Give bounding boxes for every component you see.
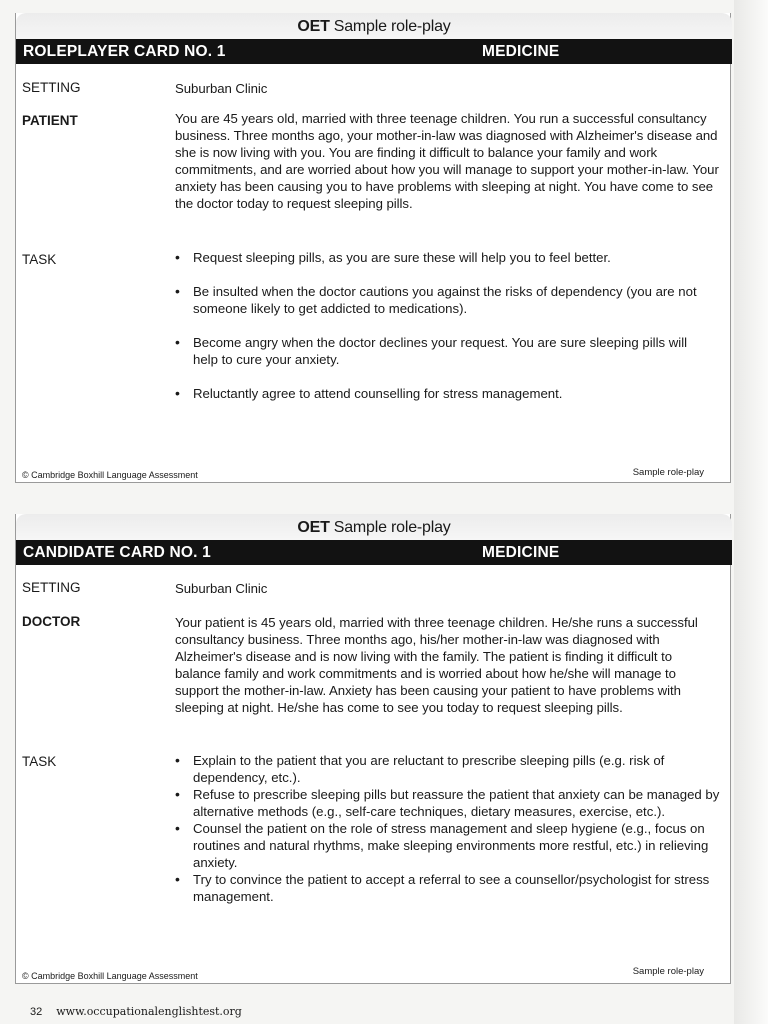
page-footer <box>30 1005 242 1018</box>
task-label: TASK <box>22 252 57 267</box>
page-number: 32 <box>30 1006 43 1018</box>
task-item: • Reluctantly agree to attend counselling for stress management. <box>175 385 710 402</box>
task-item: • Explain to the patient that you are reluctant to prescribe sleeping pills (e.g. risk of dependency, etc.). <box>175 752 720 786</box>
page-edge <box>734 0 768 1024</box>
card-subject: MEDICINE <box>482 43 560 60</box>
setting-label: SETTING <box>22 580 81 595</box>
card-footer-label: Sample role-play <box>632 966 704 977</box>
card-tab-heading <box>16 13 732 39</box>
card-title: CANDIDATE CARD NO. 1 <box>23 544 211 561</box>
copyright-text: © Cambridge Boxhill Language Assessment <box>22 470 198 480</box>
copyright-text: © Cambridge Boxhill Language Assessment <box>22 971 198 981</box>
roleplayer-card <box>15 13 731 483</box>
card-title-bar <box>16 39 732 64</box>
oet-logo-text: OET <box>297 18 330 35</box>
role-label: PATIENT <box>22 113 78 128</box>
task-item: • Try to convince the patient to accept a referral to see a counsellor/psychologist for stress management. <box>175 871 720 905</box>
task-item: • Be insulted when the doctor cautions you against the risks of dependency (you are not someone likely to get addicted to medications). <box>175 283 710 317</box>
task-item: • Counsel the patient on the role of stress management and sleep hygiene (e.g., focus on routines and natural rhythms, make sleeping environments more restful, etc.) in relieving anxiety. <box>175 820 720 871</box>
task-item: • Refuse to prescribe sleeping pills but reassure the patient that anxiety can be managed by alternative methods (e.g., self-care techniques, dietary measures, exercise, etc.). <box>175 786 720 820</box>
oet-logo-text: OET <box>297 519 330 536</box>
role-label: DOCTOR <box>22 614 81 629</box>
task-list <box>175 249 710 402</box>
task-list <box>175 752 720 905</box>
candidate-card <box>15 514 731 984</box>
setting-value: Suburban Clinic <box>175 581 268 596</box>
card-title: ROLEPLAYER CARD NO. 1 <box>23 43 226 60</box>
card-title-bar <box>16 540 732 565</box>
card-tab-text: Sample role-play <box>333 18 451 35</box>
card-subject: MEDICINE <box>482 544 560 561</box>
website-link[interactable]: www.occupationalenglishtest.org <box>56 1005 242 1018</box>
setting-value: Suburban Clinic <box>175 81 268 96</box>
setting-label: SETTING <box>22 80 81 95</box>
role-text: Your patient is 45 years old, married with three teenage children. He/she runs a successful consultancy business. Three months ago, his/her mother-in-law was diagnosed with Alzheimer's disease and is now living with the family. The patient is finding it difficult to balance family and work commitments and is worried about how he/she will manage to support the mother-in-law. Anxiety has been causing your patient to have problems with sleeping at night. He/she has come to see you today to request sleeping pills. <box>175 615 698 715</box>
role-text: You are 45 years old, married with three teenage children. You run a successful consultancy business. Three months ago, your mother-in-law was diagnosed with Alzheimer's disease and she is now living with you. You are finding it difficult to balance your family and work commitments, and are worried about how you will manage to support your mother-in-law. Your anxiety has been causing you to have problems with sleeping at night. You have come to see the doctor today to request sleeping pills. <box>175 111 719 211</box>
task-item: • Request sleeping pills, as you are sure these will help you to feel better. <box>175 249 710 266</box>
task-item: • Become angry when the doctor declines your request. You are sure sleeping pills will help to cure your anxiety. <box>175 334 710 368</box>
task-label: TASK <box>22 754 57 769</box>
card-tab-text: Sample role-play <box>333 519 451 536</box>
card-footer-label: Sample role-play <box>632 467 704 478</box>
card-tab-heading <box>16 514 732 540</box>
